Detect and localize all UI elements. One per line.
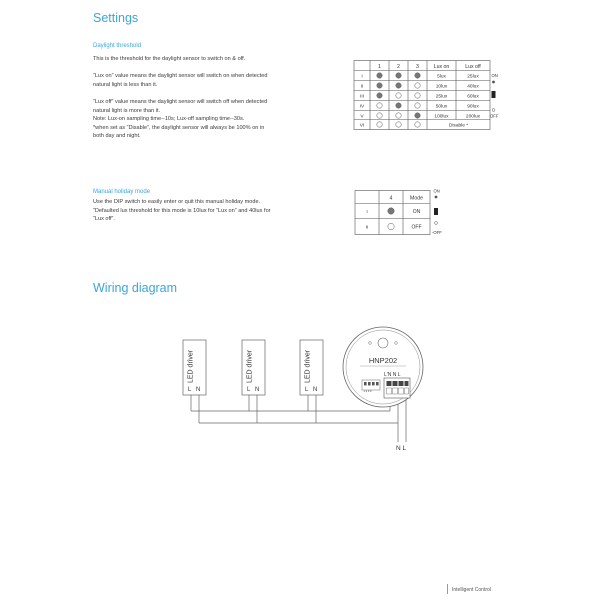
dip-on-dot <box>415 73 420 78</box>
daylight-description <box>93 55 267 141</box>
daylight-threshold-subtitle: Daylight threshold <box>93 43 142 49</box>
daylight-line: This is the threshold for the daylight sensor to switch on & off. <box>93 56 246 62</box>
switch-on-label: ON <box>433 188 440 194</box>
dip-on-dot <box>377 93 382 98</box>
lux-on-value: 100lux <box>434 114 449 120</box>
dip-on-dot <box>377 73 382 78</box>
col-header-4: 4 <box>389 195 393 202</box>
device-model-label: HNP202 <box>368 356 398 365</box>
switch-off-label: -OFF <box>432 230 442 235</box>
dip-off-dot <box>415 83 420 88</box>
switch-on-dot <box>435 196 438 199</box>
mode-value: OFF <box>411 224 422 231</box>
manual-line: Use the DIP switch to easily enter or quit this manual holiday mode. <box>93 199 261 205</box>
switch-on-label: ON <box>491 73 498 78</box>
manual-line: “Lux off”. <box>93 216 115 223</box>
settings-title: Settings <box>93 11 139 25</box>
hnp202-sensor <box>343 327 423 407</box>
daylight-line: Note: Lux-on sampling time--10s; Lux-off sampling time--30s. <box>93 116 245 123</box>
row-label: V <box>360 114 364 120</box>
dip-off-dot <box>388 223 394 229</box>
dip-switch-legend <box>432 189 442 236</box>
dip-on-dot <box>396 83 401 88</box>
row-label: II <box>365 225 369 231</box>
daylight-line: natural light is more than it. <box>93 107 161 114</box>
row-label: III <box>360 94 364 100</box>
row-label: VI <box>359 123 365 129</box>
switch-knob-icon <box>434 208 438 215</box>
switch-on-dot <box>492 81 495 84</box>
terminal-labels: L'N N L <box>384 372 401 378</box>
lux-off-value: 200lux <box>465 114 481 120</box>
terminal-n-label: N <box>196 387 201 393</box>
dip-switch-numbers: 1 2 3 4 <box>363 390 372 393</box>
dip-off-dot <box>377 103 382 108</box>
led-driver-label: LED driver <box>304 349 312 383</box>
daylight-line: “Lux on” value means the daylight sensor will switch on when detected <box>93 73 268 80</box>
daylight-line <box>93 89 267 98</box>
daylight-line: both day and night. <box>93 133 141 140</box>
lux-off-value: 40lux <box>467 84 479 90</box>
wiring-title: Wiring diagram <box>93 281 178 295</box>
row-label: I <box>361 74 363 80</box>
sensor-lens-icon <box>378 338 388 348</box>
col-header-3: 3 <box>416 64 419 70</box>
dip-on-dot <box>388 208 394 214</box>
lux-off-value: 60lux <box>467 94 479 100</box>
row-label: II <box>360 84 364 90</box>
led-driver <box>183 340 206 395</box>
daylight-line <box>93 64 267 73</box>
supply-labels: N L <box>396 445 407 452</box>
switch-off-dot <box>492 109 495 112</box>
dip-off-dot <box>415 103 420 108</box>
col-header-lux-on: Lux on <box>433 64 450 70</box>
led-driver <box>300 340 323 395</box>
lux-off-value: 25lux <box>467 74 479 80</box>
switch-off-label: OFF <box>490 113 499 119</box>
manual-line: “Defaulted lux threshold for this mode is 10lux for “Lux on” and 40lux for <box>93 207 271 214</box>
switch-knob-icon <box>492 91 496 98</box>
dip-switch-legend <box>490 73 499 119</box>
daylight-line: natural light is less than it. <box>93 81 158 88</box>
row-label: IV <box>359 104 365 110</box>
footer-label: Intelligent Control <box>452 587 491 593</box>
col-header-mode: Mode <box>410 195 423 202</box>
daylight-line: “Lux off” value means the daylight sensor will switch off when detected <box>93 98 268 105</box>
lux-on-value: 10lux <box>435 84 448 90</box>
terminal-l-label: L <box>188 387 192 393</box>
dip-on-dot <box>415 113 420 118</box>
daylight-dip-table <box>350 58 510 134</box>
dip-on-dot <box>377 83 382 88</box>
wiring-diagram <box>0 300 600 470</box>
dip-off-dot <box>415 122 420 127</box>
manual-holiday-subtitle: Manual holiday mode <box>93 189 151 195</box>
terminal-n-label: N <box>255 387 260 393</box>
dip-off-dot <box>377 122 382 127</box>
lux-on-value: 50lux <box>435 104 448 110</box>
dip-on-dot <box>396 73 401 78</box>
lux-on-value: 5lux <box>437 74 446 80</box>
mode-value: ON <box>412 208 421 215</box>
lux-on-value: 25lux <box>435 94 448 100</box>
dip-off-dot <box>396 122 401 127</box>
terminal-n-label: N <box>313 387 318 393</box>
switch-off-dot <box>435 222 438 225</box>
disable-label: Disable * <box>448 123 469 129</box>
lux-off-value: 90lux <box>467 104 479 110</box>
col-header-lux-off: Lux off <box>465 64 481 70</box>
led-driver-label: LED driver <box>246 349 254 383</box>
row-label: I <box>366 209 368 215</box>
dip-off-dot <box>415 93 420 98</box>
manual-dip-table <box>350 186 450 238</box>
led-driver-label: LED driver <box>187 349 195 383</box>
dip-on-dot <box>396 103 401 108</box>
dip-off-dot <box>396 113 401 118</box>
terminal-l-label: L <box>305 387 309 393</box>
terminal-l-label: L <box>247 387 251 393</box>
col-header-2: 2 <box>397 64 400 70</box>
col-header-1: 1 <box>378 64 381 70</box>
dip-off-dot <box>396 93 401 98</box>
dip-off-dot <box>377 113 382 118</box>
footer-divider <box>447 584 448 594</box>
led-driver <box>242 340 265 395</box>
manual-description <box>93 198 271 224</box>
daylight-line: *when set as “Disable”, the daylight sensor will always be 100% on in <box>93 124 265 131</box>
